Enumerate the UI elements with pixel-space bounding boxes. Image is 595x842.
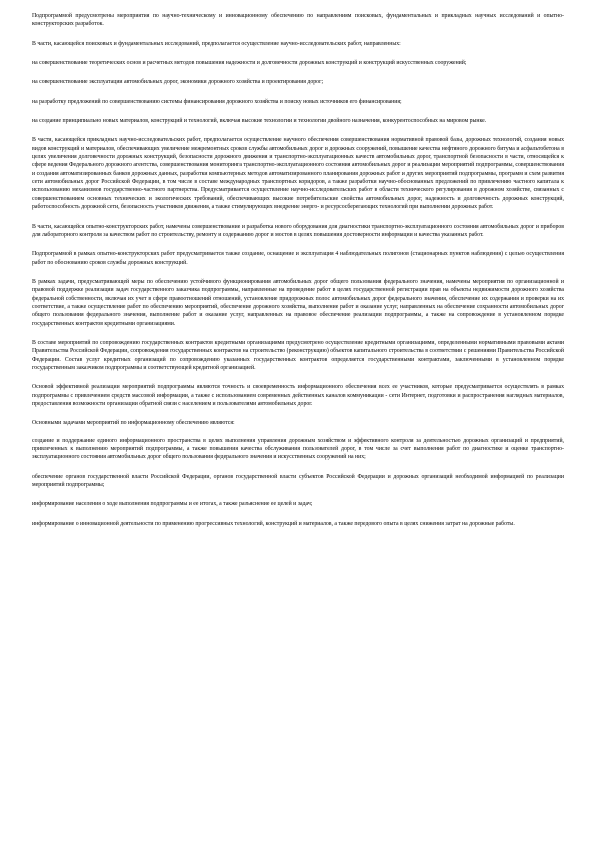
- paragraph-observation-polygons: Подпрограммой в рамках опытно-конструкторских работ предусматривается также создание, оснащение и эксплуатация 4 наблюдательных полигонов (стационарных пунктов наблюдения) с целью осуществления работ по обоснованию сроков службы дорожных конструкций.: [32, 251, 564, 266]
- paragraph-list-item: на совершенствование эксплуатации автомобильных дорог, экономики дорожного хозяйства и проектирования дорог;: [32, 79, 324, 86]
- paragraph-list-item: на создание принципиально новых материалов, конструкций и технологий, включая высокие технологии и технологии двойного назначения, конкурентоспособных на мировом рынке.: [32, 118, 487, 125]
- paragraph-credit-organizations: В составе мероприятий по сопровождению государственных контрактов кредитными организациями предусмотрено осуществление кредитными организациями, определенными нормативными правовыми актами Правительства Российской Федерации, сопровождения государственных контрактов на строительство (реконструкцию) объектов капитального строительства в соответствии с решениями Правительства Российской Федерации. Состав услуг кредитных организаций по сопровождению указанных государственных контрактов определяется государственными контрактами, заключенными в установленном порядке государственным заказчиком подпрограммы и соответствующей кредитной организацией.: [32, 339, 564, 371]
- paragraph-sustainable-functioning: В рамках задачи, предусматривающей меры по обеспечению устойчивого функционирования автомобильных дорог общего пользования федерального значения, намечены мероприятия по организационной и правовой поддержке реализации задач государственного заказчика подпрограммы, направленные на проведение работ в целях государственной регистрации прав на объекты недвижимости дорожного хозяйства федеральной собственности, включая их учет в сфере правоотношений отношений, установление придорожных полос автомобильных дорог федерального значения, обеспечение их содержания и проверки на их соответствие, а также осуществление работ по обеспечению мероприятий, обеспечение дорожного хозяйства, выполнение работ и оказание услуг, направленных на обеспечение сохранности автомобильных дорог общего пользования федерального значения, выполнение работ и оказание услуг, направленных на правовое обеспечение реализации подпрограммы, а также на сопровождение в установленном порядке государственных контрактов кредитными организациями.: [32, 278, 564, 327]
- paragraph-design-works: В части, касающейся опытно-конструкторских работ, намечены совершенствование и разработка нового оборудования для диагностики транспортно-эксплуатационного состояния автомобильных дорог и приборов для лабораторного контроля за качеством работ по строительству, ремонту и содержанию дорог и мостов в целях повышения достоверности информации и качества указанных работ.: [32, 223, 564, 238]
- paragraph-intro: Подпрограммой предусмотрены мероприятия по научно-техническому и инновационному обеспечению по направлениям поисковых, фундаментальных и прикладных научных исследований и опытно-конструкторских разработок.: [32, 13, 564, 28]
- paragraph-information-support: Основой эффективной реализации мероприятий подпрограммы являются точность и своевременность информационного обеспечения всех ее участников, которые предусматривается осуществлять в рамках подпрограммы с привлечением средств массовой информации, а также с использованием современных действенных каналов коммуникации - сети Интернет, подготовки и распространения наглядных материалов, предоставления возможности организации обратной связи с населением и пользователями автомобильных дорог.: [32, 384, 564, 407]
- paragraph-list-item: на разработку предложений по совершенствованию системы финансирования дорожного хозяйства и поиску новых источников его финансирования;: [32, 98, 402, 105]
- paragraph-fundamental-research: В части, касающейся поисковых и фундаментальных исследований, предполагается осуществление научно-исследовательских работ, направленных:: [32, 40, 401, 47]
- paragraph-list-item: на совершенствование теоретических основ и расчетных методов повышения надежности и долговечности дорожных конструкций и конструкций искусственных сооружений;: [32, 60, 467, 67]
- paragraph-list-item: информирование населения о ходе выполнения подпрограммы и ее итогах, а также разъяснение ее целей и задач;: [32, 501, 313, 508]
- paragraph-list-item: создание и поддержание единого информационного пространства в целях выполнения управления дорожным хозяйством и эффективного контроля за деятельностью дорожных организаций и предприятий, привлеченных к выполнению мероприятий подпрограммы, а также повышения качества обслуживания пользователей дорог, в том числе за счет выполнения работ по диагностике и оценке транспортно-эксплуатационного состояния автомобильных дорог общего пользования федерального значения и искусственных сооружений на них;: [32, 437, 564, 461]
- document-page: [32, 12, 564, 539]
- paragraph-main-tasks: Основными задачами мероприятий по информационному обеспечению являются:: [32, 420, 235, 427]
- paragraph-list-item: информирование о инновационной деятельности по применению прогрессивных технологий, конструкций и материалов, а также передового опыта в целях снижения затрат на дорожные работы.: [32, 520, 515, 527]
- paragraph-list-item: обеспечение органов государственной власти Российской Федерации, органов государственной власти субъектов Российской Федерации и дорожных организаций необходимой информацией по реализации мероприятий подпрограммы;: [32, 473, 564, 489]
- paragraph-applied-research: В части, касающейся прикладных научно-исследовательских работ, предполагается осуществление научного обеспечения совершенствования нормативной правовой базы, дорожных технологий, создания новых видов конструкций и материалов, обеспечивающих увеличение межремонтных сроков службы автомобильных дорог и дорожных сооружений, повышение качества нефтяного дорожного битума и асфальтобетона в целях увеличения долговечности дорожных конструкций, безопасности дорожного движения и транспортно-эксплуатационных качеств автомобильных дорог, транспортной безопасности в части, относящейся к сфере ведения Федерального дорожного агентства, совершенствования мониторинга транспортно-эксплуатационного состояния автомобильных дорог и реализации мероприятий подпрограммы, совершенствования и создания автоматизированных банков дорожных данных, разработки компьютерных методов автоматизированного планирования дорожных работ и других мероприятий подпрограммы, программ и схем развития сети автомобильных дорог Российской Федерации, в том числе в составе международных транспортных коридоров, а также разработки научно-обоснованных предложений по привлечению частного капитала к использованию механизмов государственно-частного партнерства. Предусматривается осуществление научно-исследовательских работ в области технического регулирования в дорожном хозяйстве, связанных с совершенствованием основных технических и экологических требований, обеспечивающих высокие потребительские свойства автомобильных дорог, надежность и долговечность дорожных конструкций, работоспособность дорожной сети, безопасность участников движения, а также стимулирующих внедрение энерго- и ресурсосберегающих технологий при выполнении дорожных работ.: [32, 137, 564, 211]
